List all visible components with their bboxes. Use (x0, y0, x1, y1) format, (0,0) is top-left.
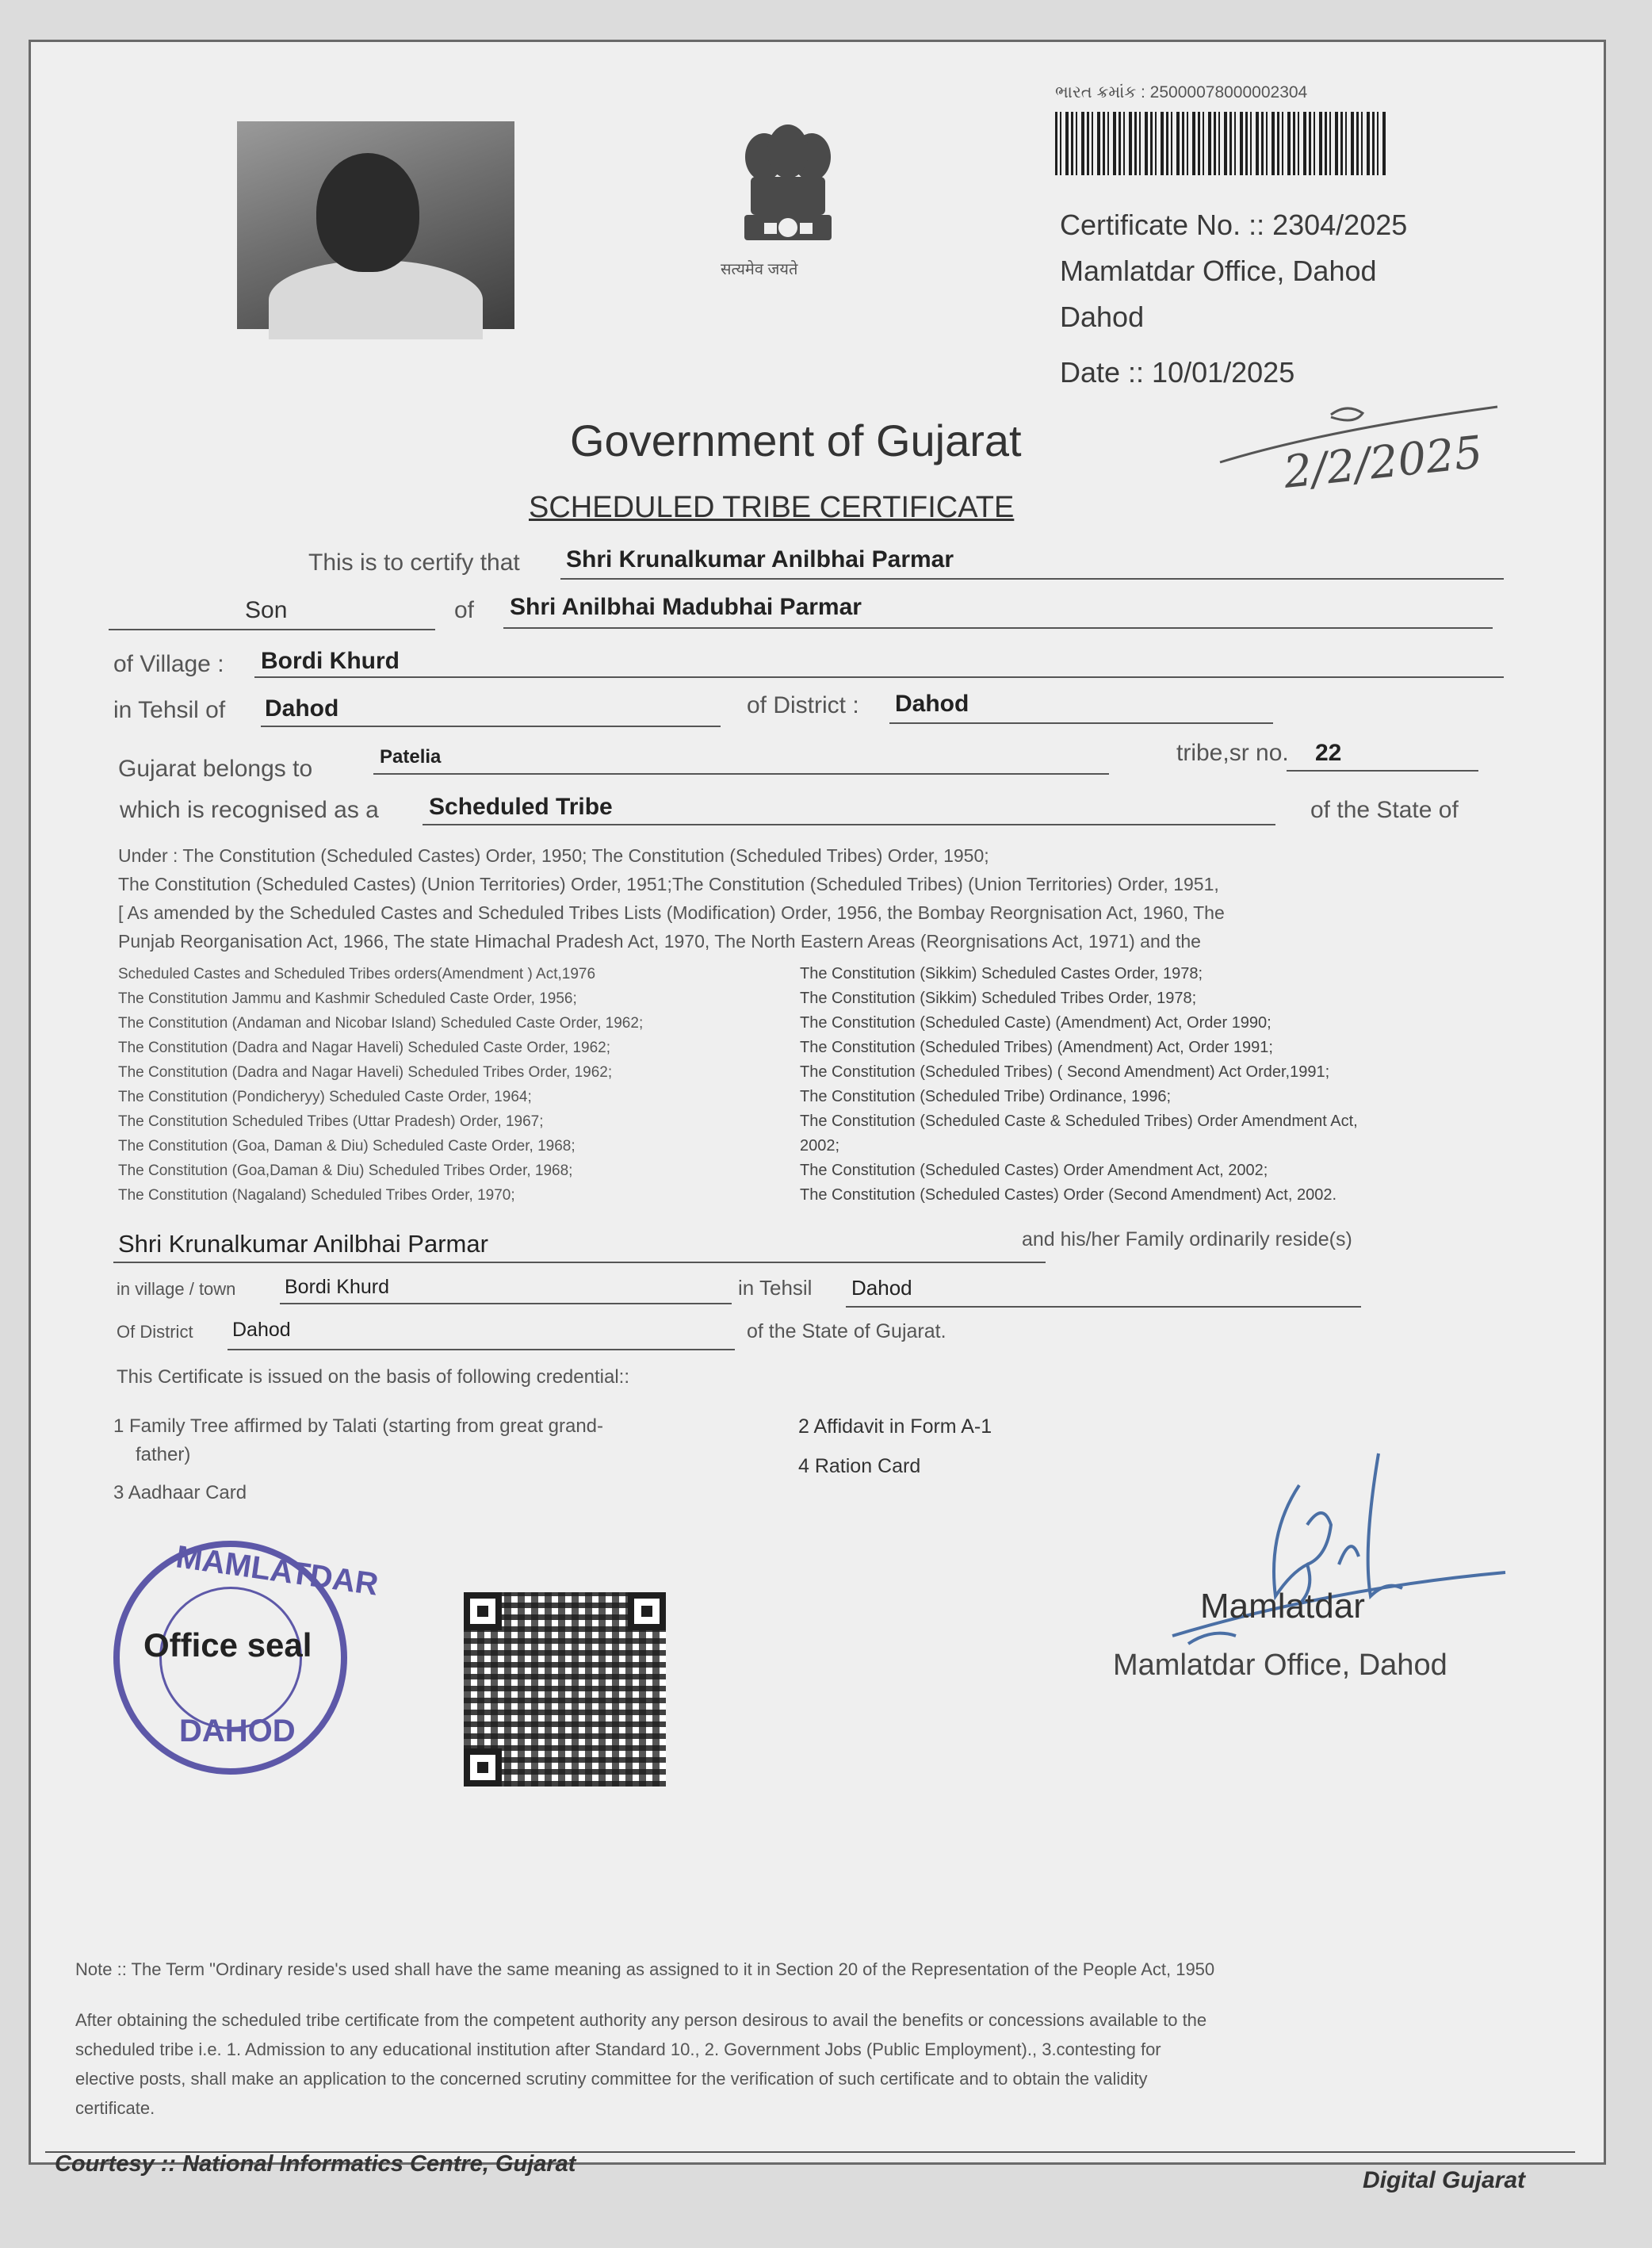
tribe-sr-label: tribe,sr no. (1176, 740, 1289, 766)
seal-top-text: MAMLATDAR (174, 1539, 380, 1603)
national-emblem-icon (728, 121, 847, 280)
certificate-page (29, 40, 1606, 2193)
photo-shoulders (269, 260, 483, 339)
district-label: of District : (747, 692, 859, 718)
order-item: The Constitution Scheduled Tribes (Uttar Pradesh) Order, 1967; (118, 1113, 544, 1130)
recognised-value: Scheduled Tribe (429, 794, 613, 820)
after-line: scheduled tribe i.e. 1. Admission to any educational institution after Standard 10., 2. Government Jobs (Public Employment)., 3.contesting for (75, 2039, 1161, 2059)
seal-center-text: Office seal (143, 1626, 312, 1664)
order-item: The Constitution (Nagaland) Scheduled Tribes Order, 1970; (118, 1187, 515, 1204)
tehsil-value: Dahod (265, 695, 339, 722)
recognised-line (423, 824, 1275, 825)
res-tehsil-value: Dahod (851, 1276, 912, 1300)
qr-code (464, 1592, 666, 1787)
orders-left-list (118, 962, 643, 1208)
holder-name: Shri Krunalkumar Anilbhai Parmar (566, 546, 954, 573)
credential-item-4: 4 Ration Card (798, 1455, 921, 1477)
res-district-label: Of District (117, 1322, 193, 1342)
holder-name-line (560, 578, 1504, 580)
res-state-label: of the State of Gujarat. (747, 1320, 946, 1342)
district-value: Dahod (895, 691, 969, 717)
under-text (118, 841, 1225, 955)
signatory-office: Mamlatdar Office, Dahod (1113, 1649, 1447, 1682)
order-item: The Constitution (Andaman and Nicobar Island) Scheduled Caste Order, 1962; (118, 1015, 644, 1032)
order-item: The Constitution (Scheduled Tribe) Ordinance, 1996; (800, 1088, 1172, 1105)
credentials-intro: This Certificate is issued on the basis of following credential:: (117, 1366, 629, 1388)
res-village-label: in village / town (117, 1279, 236, 1299)
emblem-motto: सत्यमेव जयते (721, 261, 798, 278)
seal-bottom-text: DAHOD (179, 1714, 296, 1748)
order-item: The Constitution (Scheduled Caste & Scheduled Tribes) Order Amendment Act, (800, 1113, 1358, 1130)
order-item: 2002; (800, 1137, 840, 1155)
qr-finder-pattern (464, 1748, 502, 1787)
village-label: of Village : (113, 651, 224, 677)
father-name-line (503, 627, 1493, 629)
certify-label: This is to certify that (308, 550, 520, 576)
resident-name: Shri Krunalkumar Anilbhai Parmar (118, 1230, 488, 1258)
res-district-line (228, 1349, 735, 1350)
footer-courtesy: Courtesy :: National Informatics Centre, Gujarat (55, 2151, 576, 2177)
after-line: certificate. (75, 2098, 155, 2118)
order-item: The Constitution (Sikkim) Scheduled Tribes Order, 1978; (800, 990, 1197, 1007)
orders-right-list (800, 962, 1358, 1208)
barcode-label: ભારત ક્રમાંક : 25000078000002304 (1055, 83, 1308, 101)
res-village-value: Bordi Khurd (285, 1276, 390, 1298)
belongs-label: Gujarat belongs to (118, 756, 313, 782)
order-item: The Constitution (Goa,Daman & Diu) Scheduled Tribes Order, 1968; (118, 1162, 573, 1179)
signatory-title: Mamlatdar (1200, 1587, 1365, 1626)
under-line: Under : The Constitution (Scheduled Castes) Order, 1950; The Constitution (Scheduled Tribes) Order, 1950; (118, 845, 989, 866)
res-tehsil-line (846, 1306, 1361, 1308)
under-line: Punjab Reorganisation Act, 1966, The state Himachal Pradesh Act, 1970, The North Eastern Areas (Reorgnisations Act, 1971) and the (118, 931, 1201, 952)
under-line: [ As amended by the Scheduled Castes and Scheduled Tribes Lists (Modification) Order, 1956, the Bombay Reorgnisation Act, 1960, The (118, 902, 1225, 923)
note-text: Note :: The Term "Ordinary reside's used shall have the same meaning as assigned to it in Section 20 of the Representation of the People Act, 1950 (75, 1959, 1215, 1979)
order-item: Scheduled Castes and Scheduled Tribes orders(Amendment ) Act,1976 (118, 966, 596, 982)
order-item: The Constitution (Dadra and Nagar Haveli) Scheduled Caste Order, 1962; (118, 1040, 611, 1056)
credential-item-3: 3 Aadhaar Card (113, 1482, 247, 1503)
order-item: The Constitution (Scheduled Tribes) ( Second Amendment) Act Order,1991; (800, 1063, 1330, 1081)
photo-head (316, 153, 419, 272)
office-seal (113, 1539, 380, 1775)
handwritten-date: 2/2/2025 (1281, 427, 1486, 499)
village-value: Bordi Khurd (261, 648, 400, 674)
tehsil-line (261, 726, 721, 727)
certificate-number: Certificate No. :: 2304/2025 (1060, 209, 1408, 241)
recognised-label: which is recognised as a (120, 797, 379, 823)
order-item: The Constitution (Scheduled Caste) (Amendment) Act, Order 1990; (800, 1014, 1272, 1032)
order-item: The Constitution (Sikkim) Scheduled Castes Order, 1978; (800, 965, 1203, 982)
after-line: elective posts, shall make an application to the concerned scrutiny committee for the verification of such certificate and to obtain the validity (75, 2069, 1148, 2089)
footer-digital-gujarat: Digital Gujarat (1363, 2167, 1526, 2193)
resident-name-line (113, 1262, 1046, 1263)
res-tehsil-label: in Tehsil (738, 1276, 813, 1300)
res-village-line (280, 1303, 732, 1304)
issue-date: Date :: 10/01/2025 (1060, 356, 1295, 389)
tribe-sr-line (1287, 770, 1478, 772)
tehsil-label: in Tehsil of (113, 697, 226, 723)
order-item: The Constitution (Pondicheryy) Scheduled Caste Order, 1964; (118, 1089, 532, 1105)
family-label: and his/her Family ordinarily reside(s) (1022, 1228, 1352, 1250)
under-line: The Constitution (Scheduled Castes) (Union Territories) Order, 1951;The Constitution (Scheduled Tribes) (Union Territories) Order, 1951, (118, 874, 1219, 894)
father-name: Shri Anilbhai Madubhai Parmar (510, 594, 862, 620)
order-item: The Constitution (Scheduled Castes) Order (Second Amendment) Act, 2002. (800, 1186, 1337, 1204)
barcode (1055, 112, 1388, 175)
order-item: The Constitution Jammu and Kashmir Scheduled Caste Order, 1956; (118, 990, 577, 1007)
relation-line (109, 629, 435, 630)
tribe-sr-value: 22 (1315, 740, 1342, 766)
order-item: The Constitution (Goa, Daman & Diu) Scheduled Caste Order, 1968; (118, 1138, 576, 1155)
credential-item-2: 2 Affidavit in Form A-1 (798, 1415, 992, 1438)
tribe-line (373, 773, 1109, 775)
state-of-label: of the State of (1310, 797, 1459, 823)
government-title: Government of Gujarat (570, 416, 1022, 465)
order-item: The Constitution (Scheduled Tribes) (Amendment) Act, Order 1991; (800, 1039, 1273, 1056)
order-item: The Constitution (Scheduled Castes) Order Amendment Act, 2002; (800, 1162, 1268, 1179)
qr-finder-pattern (464, 1592, 502, 1630)
res-district-value: Dahod (232, 1319, 291, 1341)
credential-item-1: 1 Family Tree affirmed by Talati (starting from great grand- (113, 1415, 604, 1437)
credential-item-1-cont: father) (136, 1444, 191, 1465)
village-line (254, 676, 1504, 678)
order-item: The Constitution (Dadra and Nagar Haveli) Scheduled Tribes Order, 1962; (118, 1064, 613, 1081)
qr-finder-pattern (628, 1592, 666, 1630)
district-line (889, 722, 1273, 724)
certificate-title: SCHEDULED TRIBE CERTIFICATE (529, 491, 1015, 524)
of-label: of (454, 597, 475, 623)
after-line: After obtaining the scheduled tribe certificate from the competent authority any person desirous to avail the benefits or concessions available to the (75, 2010, 1207, 2030)
applicant-photo (237, 121, 514, 329)
relation-value: Son (245, 597, 288, 623)
tribe-value: Patelia (380, 746, 442, 768)
issuing-city: Dahod (1060, 301, 1145, 333)
after-text (75, 2005, 1206, 2123)
issuing-office: Mamlatdar Office, Dahod (1060, 255, 1377, 287)
